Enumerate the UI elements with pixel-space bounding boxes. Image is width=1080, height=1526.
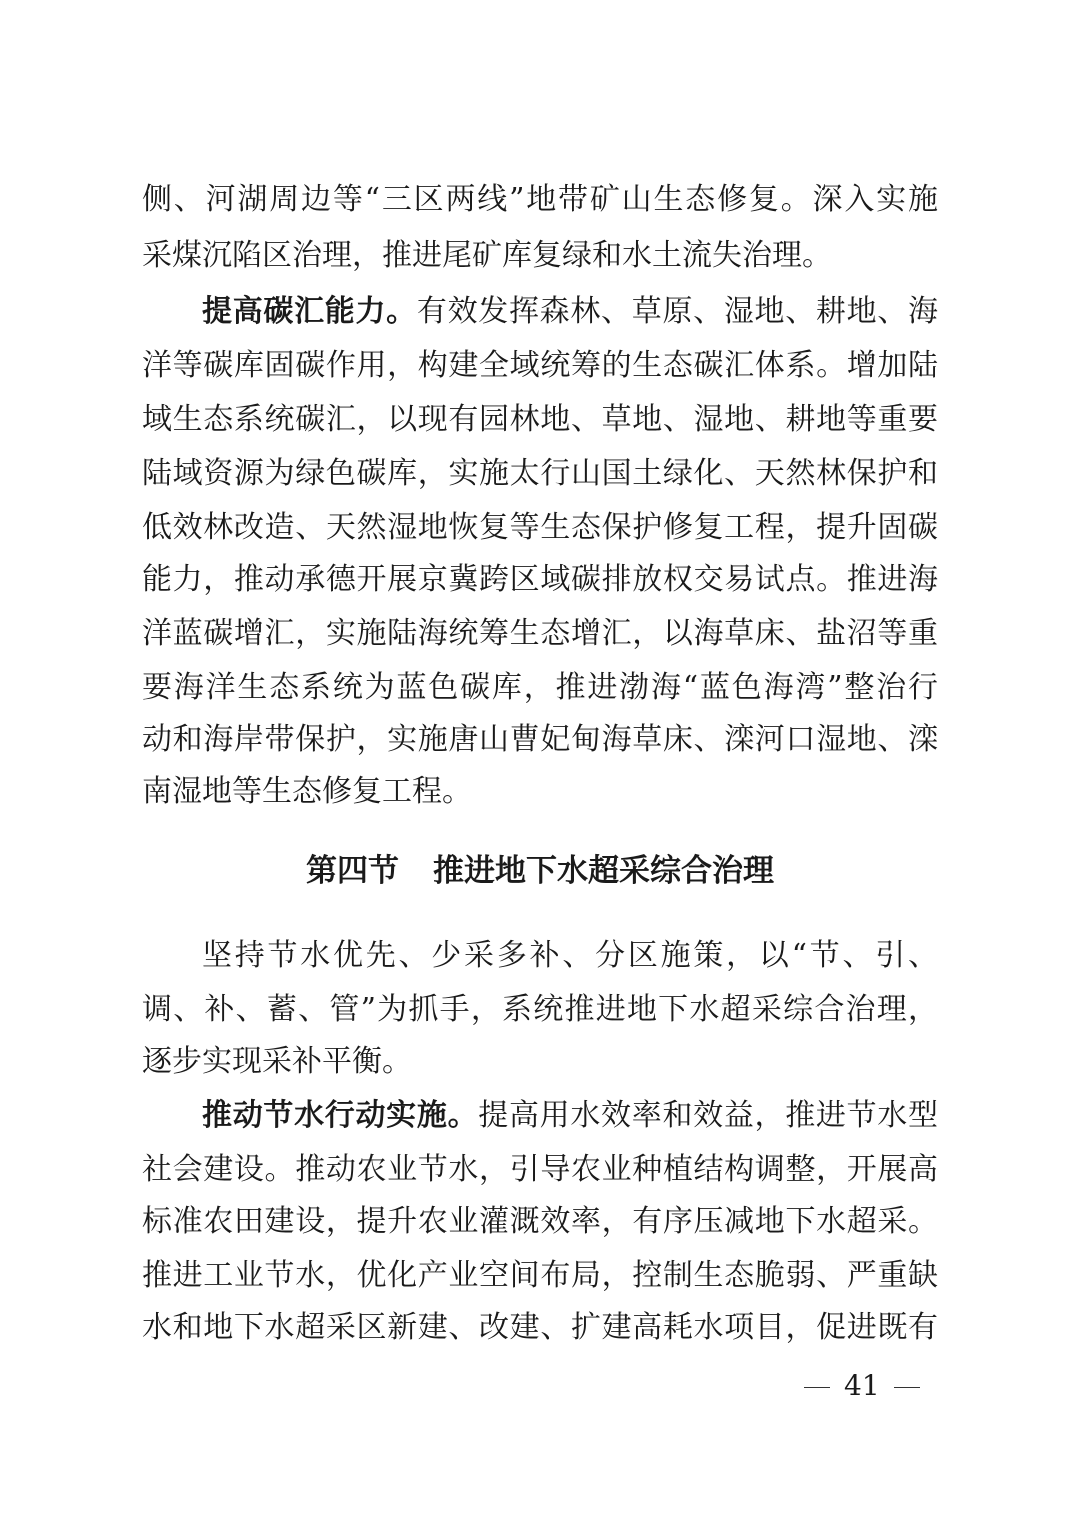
paragraph-1-line-1: 侧、河湖周边等“三区两线”地带矿山生态修复。深入实施 <box>142 182 938 217</box>
paragraph-2-line-4: 陆域资源为绿色碳库，实施太行山国土绿化、天然林保护和 <box>142 456 938 491</box>
page-number-dash-right <box>894 1387 920 1388</box>
paragraph-3-line-1: 坚持节水优先、少采多补、分区施策，以“节、引、 <box>202 938 938 973</box>
paragraph-4-line-4: 推进工业节水，优化产业空间布局，控制生态脆弱、严重缺 <box>142 1258 938 1293</box>
paragraph-2-line-2: 洋等碳库固碳作用，构建全域统筹的生态碳汇体系。增加陆 <box>142 348 938 383</box>
paragraph-3-line-3: 逐步实现采补平衡。 <box>142 1044 412 1079</box>
paragraph-4-line-3: 标准农田建设，提升农业灌溉效率，有序压减地下水超采。 <box>142 1204 938 1239</box>
paragraph-2-line-1-text: 有效发挥森林、草原、湿地、耕地、海 <box>416 294 939 329</box>
paragraph-4-line-2: 社会建设。推动农业节水，引导农业种植结构调整，开展高 <box>142 1152 938 1187</box>
paragraph-3-line-2: 调、补、蓄、管”为抓手，系统推进地下水超采综合治理， <box>142 992 938 1027</box>
page-number <box>790 1366 930 1406</box>
section-title: 推进地下水超采综合治理 <box>433 853 774 889</box>
paragraph-2-line-8: 要海洋生态系统为蓝色碳库，推进渤海“蓝色海湾”整治行 <box>142 670 938 705</box>
section-heading <box>142 843 938 899</box>
paragraph-4-line-1-text: 提高用水效率和效益，推进节水型 <box>478 1098 939 1133</box>
page-number-value: 41 <box>844 1369 880 1402</box>
paragraph-2-line-6: 能力，推动承德开展京冀跨区域碳排放权交易试点。推进海 <box>142 562 938 597</box>
paragraph-2-line-10: 南湿地等生态修复工程。 <box>142 774 472 809</box>
paragraph-4-line-1 <box>202 1088 938 1144</box>
paragraph-2-line-5: 低效林改造、天然湿地恢复等生态保护修复工程，提升固碳 <box>142 510 938 545</box>
paragraph-2-lead: 提高碳汇能力。 <box>202 294 417 329</box>
paragraph-2-line-9: 动和海岸带保护，实施唐山曹妃甸海草床、滦河口湿地、滦 <box>142 722 938 757</box>
section-number: 第四节 <box>306 853 399 889</box>
paragraph-2-line-1 <box>202 284 938 340</box>
paragraph-2-line-3: 域生态系统碳汇，以现有园林地、草地、湿地、耕地等重要 <box>142 402 938 437</box>
paragraph-2-line-7: 洋蓝碳增汇，实施陆海统筹生态增汇，以海草床、盐沼等重 <box>142 616 938 651</box>
paragraph-4-lead: 推动节水行动实施。 <box>202 1098 479 1133</box>
paragraph-4-line-5: 水和地下水超采区新建、改建、扩建高耗水项目，促进既有 <box>142 1310 938 1345</box>
page-number-dash-left <box>804 1387 830 1388</box>
paragraph-1-line-2: 采煤沉陷区治理，推进尾矿库复绿和水土流失治理。 <box>142 238 832 273</box>
